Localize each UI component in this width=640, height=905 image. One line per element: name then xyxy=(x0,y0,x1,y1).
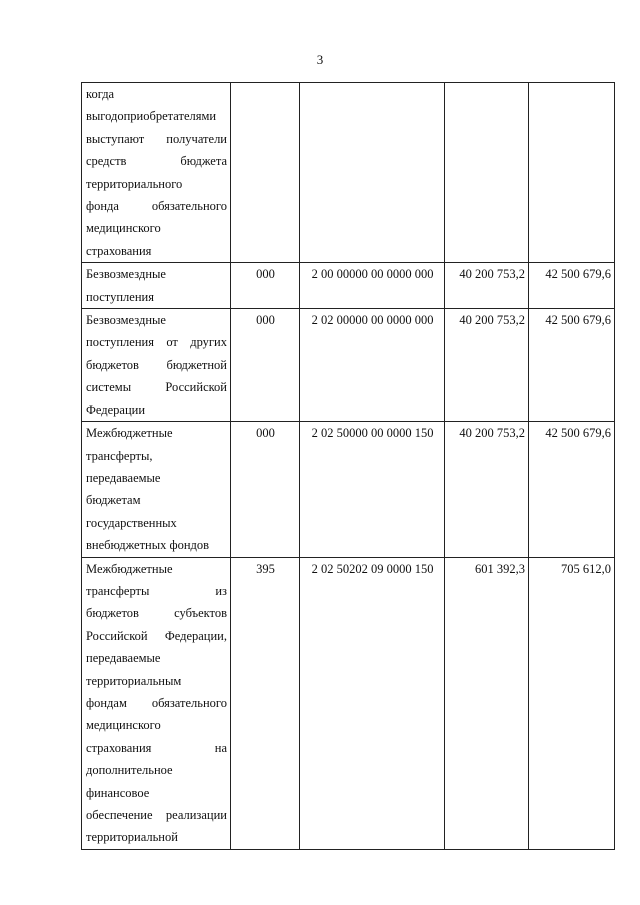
budget-classification-code-cell: 2 02 50202 09 0000 150 xyxy=(300,557,445,849)
amount-year-2-cell: 705 612,0 xyxy=(529,557,615,849)
revenue-name-line: трансферты, xyxy=(86,448,153,463)
table-row xyxy=(82,557,615,849)
amount-year-2-cell: 42 500 679,6 xyxy=(529,309,615,422)
budget-classification-code-cell: 2 02 00000 00 0000 000 xyxy=(300,309,445,422)
revenue-name-line: Безвозмездные xyxy=(86,267,166,282)
table-row xyxy=(82,83,615,263)
revenue-name-line: территориального xyxy=(86,176,183,191)
budget-classification-code-cell: 2 02 50000 00 0000 150 xyxy=(300,422,445,557)
page-number: 3 xyxy=(316,52,324,67)
amount-year-2-cell: 42 500 679,6 xyxy=(529,422,615,557)
amount-year-1-cell: 40 200 753,2 xyxy=(445,422,529,557)
budget-classification-code-cell xyxy=(300,83,445,263)
table-row xyxy=(82,263,615,309)
revenue-name-line: передаваемые xyxy=(86,651,161,666)
revenue-name-cell xyxy=(82,263,231,309)
revenue-name-line: Российской Федерации, xyxy=(86,628,227,643)
revenue-name-line: страхования на xyxy=(86,740,227,755)
revenue-name-line: медицинского xyxy=(86,221,161,236)
revenue-name-line: дополнительное xyxy=(86,763,173,778)
revenue-name-line: государственных xyxy=(86,515,177,530)
revenue-name-line: фондам обязательного xyxy=(86,695,227,710)
amount-year-1-cell: 40 200 753,2 xyxy=(445,309,529,422)
budget-classification-code-cell: 2 00 00000 00 0000 000 xyxy=(300,263,445,309)
revenue-name-line: обеспечение реализации xyxy=(86,808,227,822)
admin-code-cell: 000 xyxy=(231,422,300,557)
revenue-name-cell xyxy=(82,83,231,263)
revenue-name-line: финансовое xyxy=(86,785,150,800)
revenue-name-line: фонда обязательного xyxy=(86,199,227,214)
revenue-name-cell xyxy=(82,422,231,557)
revenue-name-line: медицинского xyxy=(86,718,161,733)
table-body xyxy=(82,83,615,850)
amount-year-1-cell xyxy=(445,83,529,263)
amount-year-1-cell: 601 392,3 xyxy=(445,557,529,849)
revenue-name-line: бюджетов бюджетной xyxy=(86,357,227,372)
amount-year-2-cell: 42 500 679,6 xyxy=(529,263,615,309)
revenue-name-line: поступления от других xyxy=(86,335,227,350)
admin-code-cell: 000 xyxy=(231,263,300,309)
admin-code-cell: 395 xyxy=(231,557,300,849)
amount-year-2-cell xyxy=(529,83,615,263)
admin-code-cell xyxy=(231,83,300,263)
revenue-name-cell xyxy=(82,557,231,849)
revenue-name-cell xyxy=(82,309,231,422)
revenue-name-line: когда xyxy=(86,87,115,101)
revenue-name-line: поступления xyxy=(86,289,154,304)
revenue-name-line: системы Российской xyxy=(86,380,227,395)
revenue-name-line: Межбюджетные xyxy=(86,426,173,441)
revenue-name-line: средств бюджета xyxy=(86,154,227,169)
admin-code-cell: 000 xyxy=(231,309,300,422)
revenue-name-line: Безвозмездные xyxy=(86,313,166,328)
revenue-name-line: трансферты из xyxy=(86,583,227,598)
revenue-name-line: Федерации xyxy=(86,402,146,417)
budget-revenue-table xyxy=(81,82,615,850)
revenue-name-line: выгодоприобретателями xyxy=(86,109,217,124)
revenue-name-line: территориальным xyxy=(86,673,182,688)
revenue-name-line: бюджетам xyxy=(86,493,141,508)
table-row xyxy=(82,309,615,422)
revenue-name-line: территориальной xyxy=(86,830,178,845)
revenue-name-line: выступают получатели xyxy=(86,131,227,146)
revenue-name-line: передаваемые xyxy=(86,470,161,485)
revenue-name-line: внебюджетных фондов xyxy=(86,538,210,553)
table-row xyxy=(82,422,615,557)
revenue-name-line: страхования xyxy=(86,243,152,258)
revenue-name-line: бюджетов субъектов xyxy=(86,606,227,621)
revenue-name-line: Межбюджетные xyxy=(86,561,173,576)
amount-year-1-cell: 40 200 753,2 xyxy=(445,263,529,309)
